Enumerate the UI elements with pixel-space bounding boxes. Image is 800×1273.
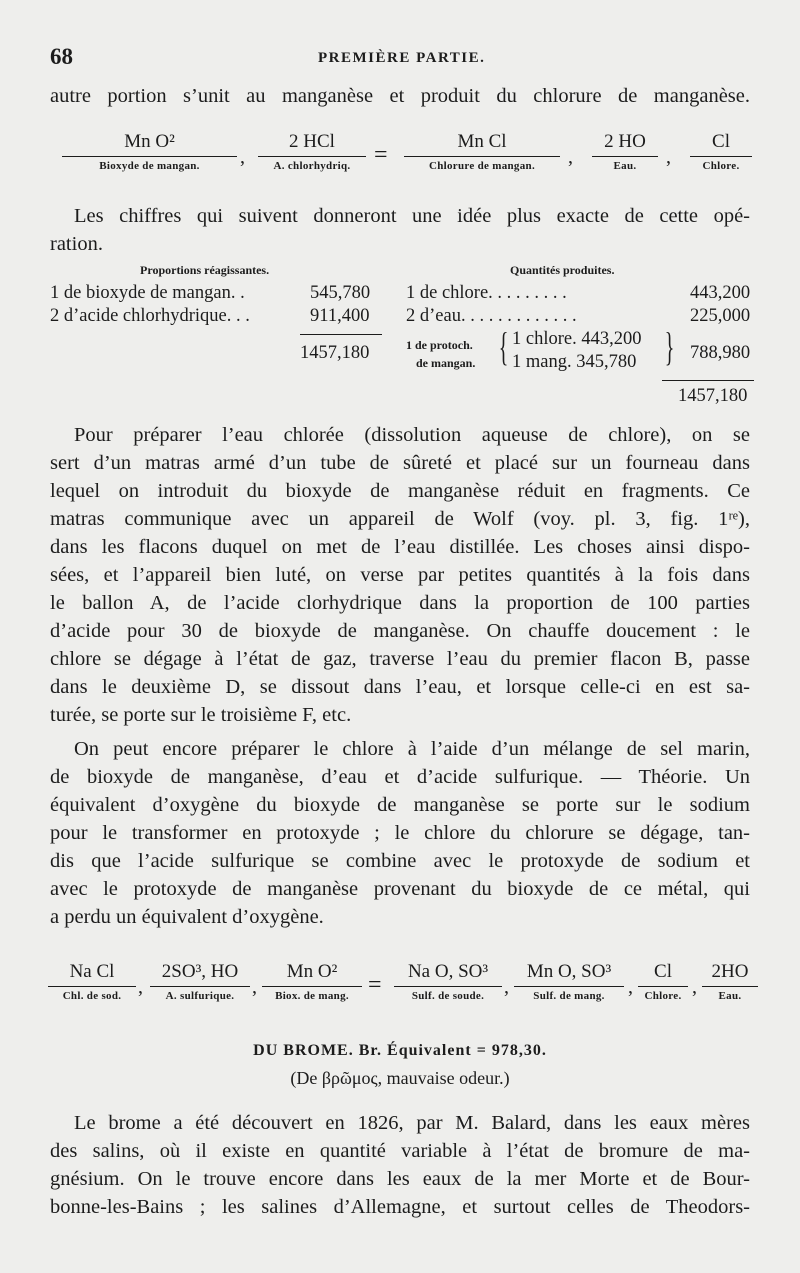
formula-label: Chl. de sod. [62, 990, 122, 1002]
text-line: ration. [50, 233, 103, 255]
etymology: (De βρῶμος, mauvaise odeur.) [290, 1068, 510, 1088]
sum-rule [662, 380, 754, 381]
text-line: turée, se porte sur le troisième F, etc. [50, 704, 352, 726]
fraction [592, 130, 658, 173]
formula: 2HO [711, 961, 749, 982]
comma: , [666, 146, 671, 168]
table-label: 1 de chlore. . . . . . . . . [406, 283, 567, 303]
text-line: sées, et l’appareil bien luté, on verse par petites quantités à la fois dans [50, 564, 750, 586]
formula: 2 HO [604, 131, 646, 152]
fraction-bar [62, 156, 237, 157]
text-line: équivalent d’oxygène du bioxyde de manganèse se porte sur le sodium [50, 794, 750, 816]
equals-sign: = [368, 972, 382, 998]
left-brace: { [498, 324, 509, 369]
text-line: avec le protoxyde de manganèse provenant du bioxyde de ce métal, qui [50, 878, 750, 900]
text-line: le ballon A, de l’acide clorhydrique dans la proportion de 100 parties [50, 592, 750, 614]
equals-sign: = [374, 142, 388, 168]
text-line: dans les flacons duquel on met de l’eau distillée. Les choses ainsi dispo- [50, 536, 750, 558]
formula-label: A. chlorhydriq. [273, 160, 351, 172]
table-label: de mangan. [416, 356, 476, 370]
fraction [638, 960, 688, 1003]
table-subline: 1 chlore. 443,200 [512, 329, 642, 349]
formula: 2 HCl [289, 131, 335, 152]
comma: , [252, 976, 257, 998]
table-total: 1457,180 [678, 386, 748, 406]
fraction-bar [514, 986, 624, 987]
text-line: de bioxyde de manganèse, d’eau et d’acide sulfurique. — Théorie. Un [50, 766, 750, 788]
fraction [150, 960, 250, 1003]
fraction [514, 960, 624, 1003]
comma: , [628, 976, 633, 998]
text-line: chlore se dégage à l’état de gaz, traverse l’eau du premier flacon B, passe [50, 648, 750, 670]
table-header-right: Quantités produites. [510, 263, 615, 277]
fraction-bar [394, 986, 502, 987]
fraction [690, 130, 752, 173]
formula-label: Biox. de mang. [275, 990, 349, 1002]
fraction-bar [592, 156, 658, 157]
formula-label: Sulf. de soude. [411, 990, 485, 1002]
text-line: lequel on introduit du bioxyde de manganèse réduit en fragments. Ce [50, 480, 750, 502]
sum-rule [300, 334, 382, 335]
formula-label: Chlorure de mangan. [428, 160, 536, 172]
formula: Mn O² [286, 961, 338, 982]
formula-label: A. sulfurique. [165, 990, 235, 1002]
formula: Cl [654, 961, 672, 982]
text-line: autre portion s’unit au manganèse et produit du chlorure de manganèse. [50, 85, 750, 107]
table-header-left: Proportions réagissantes. [140, 263, 270, 277]
text-line: pour le transformer en protoxyde ; le chlore du chlorure se dégage, tan- [50, 822, 750, 844]
formula: Mn Cl [457, 131, 507, 152]
table-value: 443,200 [690, 283, 751, 303]
fraction [404, 130, 560, 173]
formula: Na O, SO³ [407, 961, 489, 982]
fraction-bar [404, 156, 560, 157]
formula: Mn O² [124, 131, 175, 152]
fraction-bar [690, 156, 752, 157]
text-line: On peut encore préparer le chlore à l’aide d’un mélange de sel marin, [74, 738, 750, 760]
right-brace: } [664, 324, 675, 369]
text-line: Le brome a été découvert en 1826, par M. Balard, dans les eaux mères [74, 1112, 750, 1134]
table-value: 911,400 [310, 306, 370, 326]
text-line: dis que l’acide sulfurique se combine avec le protoxyde de sodium et [50, 850, 750, 872]
fraction-bar [48, 986, 136, 987]
fraction-bar [702, 986, 758, 987]
formula-label: Eau. [718, 990, 742, 1002]
fraction [258, 130, 366, 173]
table-subline: 1 mang. 345,780 [512, 352, 637, 372]
text-line: bonne-les-Bains ; les salines d’Allemagne, et surtout celles de Theodors- [50, 1196, 750, 1218]
comma: , [504, 976, 509, 998]
text-line: a perdu un équivalent d’oxygène. [50, 906, 324, 928]
table-value: 545,780 [310, 283, 371, 303]
table-label: 1 de bioxyde de mangan. . [50, 283, 245, 303]
text-line: dans le deuxième D, se dissout dans l’eau, et lorsque celle-ci en est sa- [50, 676, 750, 698]
text-line: Pour préparer l’eau chlorée (dissolution aqueuse de chlore), on se [74, 424, 750, 446]
fraction-bar [262, 986, 362, 987]
formula: Cl [712, 131, 730, 152]
table-label: 2 d’eau. . . . . . . . . . . . . [406, 306, 577, 326]
fraction [702, 960, 758, 1003]
formula-label: Chlore. [644, 990, 682, 1002]
fraction [62, 130, 237, 173]
fraction [262, 960, 362, 1003]
text-line: d’acide pour 30 de bioxyde de manganèse. On chauffe doucement : le [50, 620, 750, 642]
formula: 2SO³, HO [161, 961, 239, 982]
formula: Na Cl [69, 961, 115, 982]
section-title: DU BROME. Br. Équivalent = 978,30. [253, 1042, 547, 1059]
text-line: sert d’un matras armé d’un tube de sûreté et placé sur un fourneau dans [50, 452, 750, 474]
comma: , [138, 976, 143, 998]
table-total: 1457,180 [300, 343, 370, 363]
fraction-bar [638, 986, 688, 987]
fraction [48, 960, 136, 1003]
comma: , [568, 146, 573, 168]
text-line: des salins, où il existe en quantité variable à l’état de bromure de ma- [50, 1140, 750, 1162]
formula-label: Eau. [613, 160, 637, 172]
formula-label: Bioxyde de mangan. [99, 160, 200, 172]
page-number: 68 [50, 44, 73, 69]
text-line: gnésium. On le trouve encore dans les eaux de la mer Morte et de Bour- [50, 1168, 750, 1190]
running-head: PREMIÈRE PARTIE. [318, 50, 486, 66]
table-label: 1 de protoch. [406, 338, 473, 352]
text-line: Les chiffres qui suivent donneront une idée plus exacte de cette opé- [74, 205, 750, 227]
table-value: 225,000 [690, 306, 751, 326]
comma: , [692, 976, 697, 998]
fraction-bar [150, 986, 250, 987]
fraction-bar [258, 156, 366, 157]
formula: Mn O, SO³ [526, 961, 612, 982]
comma: , [240, 146, 245, 168]
formula-label: Chlore. [702, 160, 740, 172]
table-value: 788,980 [690, 343, 751, 363]
formula-label: Sulf. de mang. [533, 990, 605, 1002]
text-line: matras communique avec un appareil de Wolf (voy. pl. 3, fig. 1ʳᵉ), [50, 508, 750, 530]
table-label: 2 d’acide chlorhydrique. . . [50, 306, 250, 326]
fraction [394, 960, 502, 1003]
